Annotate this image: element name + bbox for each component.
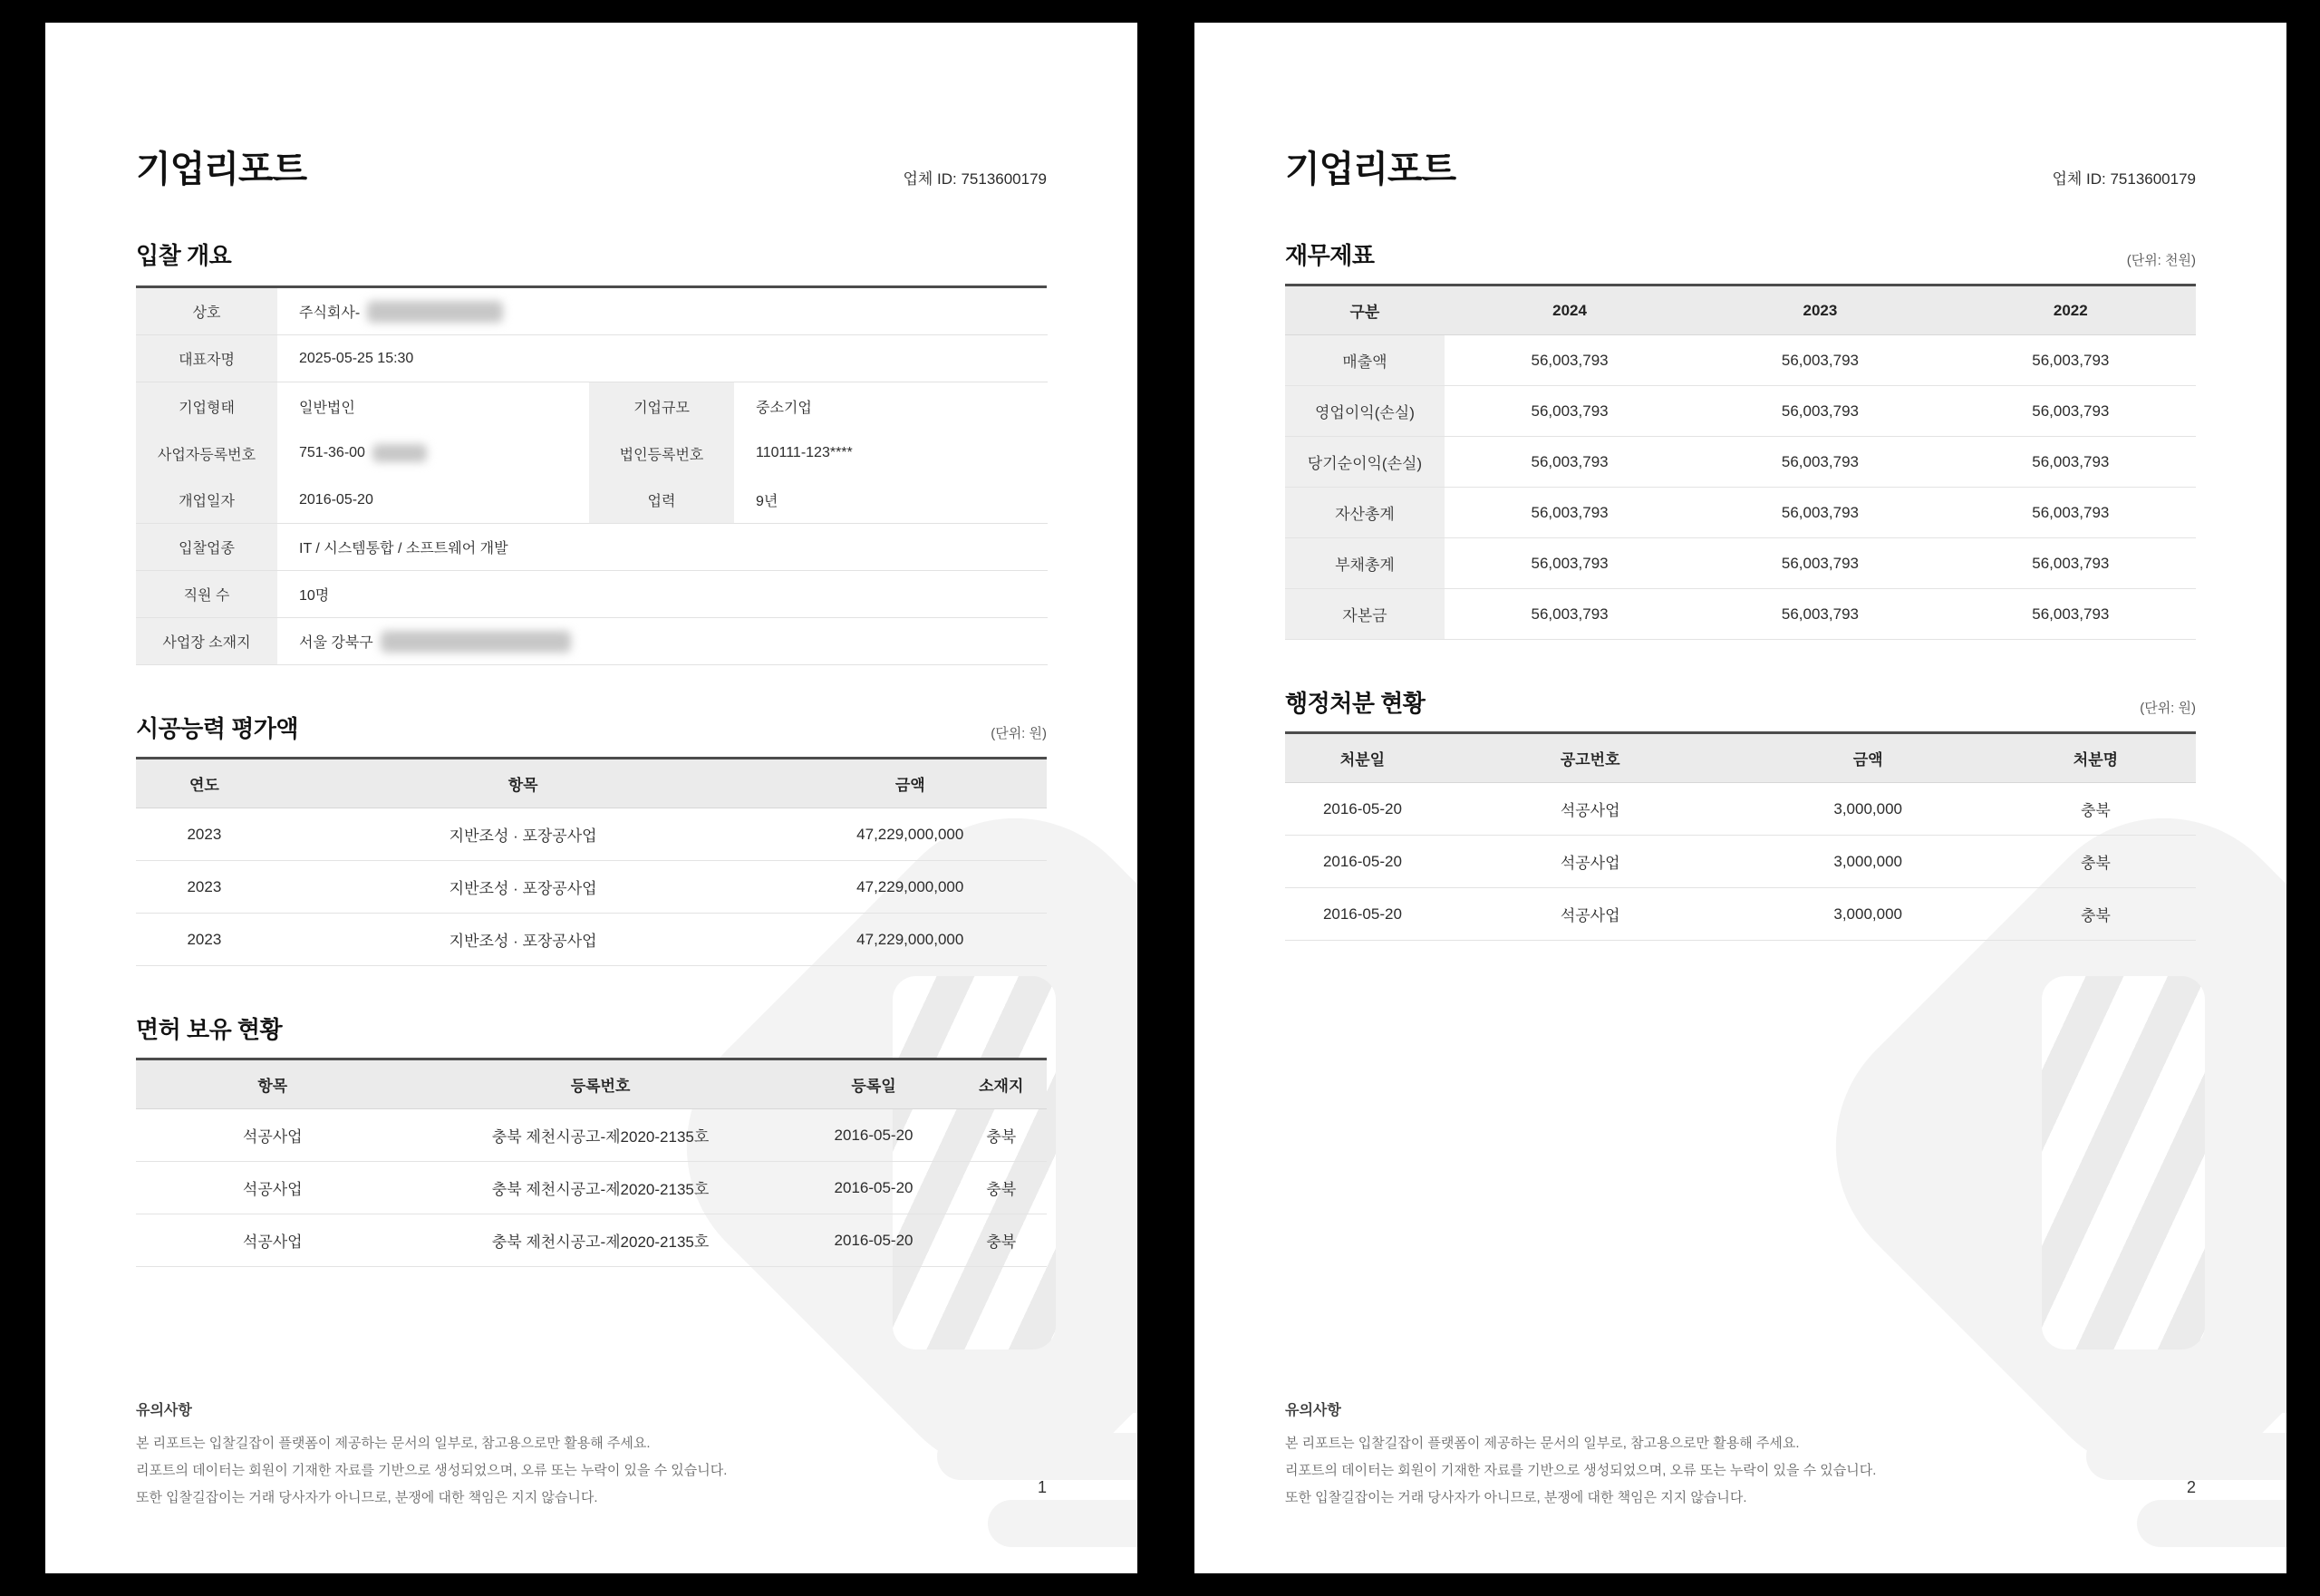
- cell-region: 충북: [955, 1162, 1047, 1214]
- report-page-1: [45, 23, 1137, 1573]
- page-title: 기업리포트: [1285, 150, 1456, 189]
- kv-label: 대표자명: [136, 335, 277, 382]
- cell-date: 2016-05-20: [1285, 783, 1440, 836]
- company-id: 업체 ID: 7513600179: [2052, 170, 2196, 188]
- cell-item: 석공사업: [136, 1214, 410, 1267]
- column-header: 연도: [136, 759, 273, 808]
- kv-value: 9년: [734, 477, 1048, 524]
- cell-disposition: 충북: [1996, 783, 2196, 836]
- footer-notice-line: 또한 입찰길잡이는 거래 당사자가 아니므로, 분쟁에 대한 책임은 지지 않습니다.: [1285, 1490, 1747, 1505]
- page-header: [136, 140, 1047, 192]
- column-header: 금액: [1740, 733, 1995, 783]
- cell-value: 56,003,793: [1695, 437, 1945, 488]
- cell-value: 56,003,793: [1445, 538, 1695, 589]
- column-header: 등록일: [792, 1059, 956, 1109]
- sanctions-table: [1285, 731, 2196, 941]
- kv-label: 업력: [589, 477, 734, 524]
- column-header: 2024: [1445, 285, 1695, 335]
- table-row: [1285, 437, 2196, 488]
- cell-item: 석공사업: [136, 1162, 410, 1214]
- column-header: 항목: [273, 759, 774, 808]
- table-row: [1285, 538, 2196, 589]
- cell-item: 지반조성 · 포장공사업: [273, 861, 774, 914]
- cell-value: 56,003,793: [1946, 589, 2196, 640]
- cell-notice-number: 석공사업: [1440, 888, 1741, 941]
- cell-disposition: 충북: [1996, 888, 2196, 941]
- redacted-text: [367, 301, 503, 323]
- cell-amount: 47,229,000,000: [774, 808, 1048, 861]
- column-header: 2023: [1695, 285, 1945, 335]
- redacted-text: [381, 631, 571, 653]
- kv-value: 10명: [277, 571, 1048, 618]
- cell-date: 2016-05-20: [1285, 888, 1440, 941]
- cell-notice-number: 석공사업: [1440, 783, 1741, 836]
- footer-notice-title: 유의사항: [136, 1403, 192, 1418]
- column-header: 처분일: [1285, 733, 1440, 783]
- table-header-row: [136, 1059, 1047, 1109]
- table-header-row: [136, 759, 1047, 808]
- footer-notice: [136, 1398, 1047, 1512]
- cell-value: 56,003,793: [1695, 589, 1945, 640]
- section-head-financials: [1285, 237, 2196, 271]
- table-header-row: [1285, 733, 2196, 783]
- cell-value: 56,003,793: [1445, 437, 1695, 488]
- kv-value: 751-36-00: [277, 430, 589, 477]
- cell-item: 지반조성 · 포장공사업: [273, 808, 774, 861]
- column-header: 소재지: [955, 1059, 1047, 1109]
- row-label: 부채총계: [1285, 538, 1445, 589]
- kv-label: 사업장 소재지: [136, 618, 277, 665]
- cell-reg-date: 2016-05-20: [792, 1214, 956, 1267]
- cell-amount: 3,000,000: [1740, 783, 1995, 836]
- column-header: 항목: [136, 1059, 410, 1109]
- cell-value: 56,003,793: [1695, 335, 1945, 386]
- footer-notice-title: 유의사항: [1285, 1403, 1341, 1418]
- kv-label: 상호: [136, 288, 277, 335]
- table-row: [1285, 836, 2196, 888]
- column-header: 금액: [774, 759, 1048, 808]
- footer-notice-line: 본 리포트는 입찰길잡이 플랫폼이 제공하는 문서의 일부로, 참고용으로만 활용해 주세요.: [1285, 1436, 1800, 1451]
- row-label: 영업이익(손실): [1285, 386, 1445, 437]
- row-label: 자본금: [1285, 589, 1445, 640]
- page-title: 기업리포트: [136, 150, 307, 189]
- kv-label: 개업일자: [136, 477, 277, 524]
- cell-region: 충북: [955, 1214, 1047, 1267]
- column-header: 처분명: [1996, 733, 2196, 783]
- redacted-text: [372, 444, 427, 462]
- bid-overview-table: [136, 285, 1047, 665]
- capacity-table: [136, 757, 1047, 966]
- kv-value: IT / 시스템통합 / 소프트웨어 개발: [277, 524, 1048, 571]
- unit-note: (단위: 천원): [2126, 253, 2196, 268]
- kv-label: 기업형태: [136, 382, 277, 430]
- cell-year: 2023: [136, 914, 273, 966]
- footer-notice-line: 본 리포트는 입찰길잡이 플랫폼이 제공하는 문서의 일부로, 참고용으로만 활용해 주세요.: [136, 1436, 651, 1451]
- kv-value: 2025-05-25 15:30: [277, 335, 1048, 382]
- cell-amount: 3,000,000: [1740, 888, 1995, 941]
- cell-value: 56,003,793: [1695, 538, 1945, 589]
- column-header: 등록번호: [410, 1059, 792, 1109]
- cell-notice-number: 석공사업: [1440, 836, 1741, 888]
- cell-reg-date: 2016-05-20: [792, 1109, 956, 1162]
- footer-notice-line: 또한 입찰길잡이는 거래 당사자가 아니므로, 분쟁에 대한 책임은 지지 않습니다.: [136, 1490, 598, 1505]
- section-title-licenses: 면허 보유 현황: [136, 1016, 283, 1043]
- table-row: [136, 914, 1047, 966]
- section-title-financials: 재무제표: [1285, 242, 1375, 269]
- cell-amount: 47,229,000,000: [774, 914, 1048, 966]
- cell-value: 56,003,793: [1946, 437, 2196, 488]
- table-row: [1285, 335, 2196, 386]
- kv-value: 일반법인: [299, 400, 355, 416]
- cell-reg-number: 충북 제천시공고-제2020-2135호: [410, 1162, 792, 1214]
- cell-value: 56,003,793: [1946, 538, 2196, 589]
- financials-table: [1285, 284, 2196, 640]
- section-title-capacity: 시공능력 평가액: [136, 715, 299, 742]
- cell-item: 지반조성 · 포장공사업: [273, 914, 774, 966]
- page-number: 2: [2186, 1478, 2196, 1496]
- report-page-2: [1194, 23, 2286, 1573]
- column-header: 공고번호: [1440, 733, 1741, 783]
- cell-disposition: 충북: [1996, 836, 2196, 888]
- cell-region: 충북: [955, 1109, 1047, 1162]
- cell-value: 56,003,793: [1695, 386, 1945, 437]
- section-head-sanctions: [1285, 685, 2196, 719]
- unit-note: (단위: 원): [2140, 701, 2196, 716]
- kv-label: 입찰업종: [136, 524, 277, 571]
- row-label: 당기순이익(손실): [1285, 437, 1445, 488]
- kv-value: 서울 강북구: [277, 618, 1048, 665]
- section-title-bid-overview: 입찰 개요: [136, 242, 232, 269]
- kv-label: 사업자등록번호: [136, 430, 277, 477]
- table-row: [136, 861, 1047, 914]
- section-title-sanctions: 행정처분 현황: [1285, 690, 1426, 717]
- cell-value: 56,003,793: [1445, 589, 1695, 640]
- table-row: [1285, 783, 2196, 836]
- kv-label: 법인등록번호: [589, 430, 734, 477]
- table-row: [136, 1109, 1047, 1162]
- table-row: [136, 1214, 1047, 1267]
- cell-amount: 3,000,000: [1740, 836, 1995, 888]
- building-watermark: [2042, 976, 2205, 1349]
- kv-label: 기업규모: [589, 382, 734, 430]
- unit-note: (단위: 원): [991, 726, 1047, 741]
- cell-item: 석공사업: [136, 1109, 410, 1162]
- cell-value: 56,003,793: [1946, 488, 2196, 538]
- table-row: [1285, 888, 2196, 941]
- company-id: 업체 ID: 7513600179: [903, 170, 1047, 188]
- cell-value: 56,003,793: [1445, 386, 1695, 437]
- cell-reg-number: 충북 제천시공고-제2020-2135호: [410, 1214, 792, 1267]
- kv-value: 주식회사-: [277, 288, 1048, 335]
- table-row: [136, 808, 1047, 861]
- section-head-capacity: [136, 711, 1047, 744]
- cell-reg-date: 2016-05-20: [792, 1162, 956, 1214]
- footer-notice: [1285, 1398, 2196, 1512]
- kv-value: 110111-123****: [756, 445, 853, 460]
- cell-year: 2023: [136, 861, 273, 914]
- table-row: [1285, 589, 2196, 640]
- kv-label: 직원 수: [136, 571, 277, 618]
- footer-notice-line: 리포트의 데이터는 회원이 기재한 자료를 기반으로 생성되었으며, 오류 또는 누락이 있을 수 있습니다.: [136, 1463, 728, 1478]
- cell-value: 56,003,793: [1946, 386, 2196, 437]
- cell-year: 2023: [136, 808, 273, 861]
- table-row: [136, 1162, 1047, 1214]
- cell-date: 2016-05-20: [1285, 836, 1440, 888]
- table-header-row: [1285, 285, 2196, 335]
- column-header: 구분: [1285, 285, 1445, 335]
- footer-notice-line: 리포트의 데이터는 회원이 기재한 자료를 기반으로 생성되었으며, 오류 또는 누락이 있을 수 있습니다.: [1285, 1463, 1877, 1478]
- cell-value: 56,003,793: [1445, 488, 1695, 538]
- kv-value: 2016-05-20: [277, 477, 589, 524]
- column-header: 2022: [1946, 285, 2196, 335]
- cell-value: 56,003,793: [1695, 488, 1945, 538]
- section-head-licenses: [136, 1011, 1047, 1045]
- kv-value: 중소기업: [756, 400, 812, 416]
- cell-value: 56,003,793: [1445, 335, 1695, 386]
- section-head-bid-overview: [136, 237, 1047, 271]
- row-label: 자산총계: [1285, 488, 1445, 538]
- table-row: [1285, 488, 2196, 538]
- cell-value: 56,003,793: [1946, 335, 2196, 386]
- cell-reg-number: 충북 제천시공고-제2020-2135호: [410, 1109, 792, 1162]
- licenses-table: [136, 1058, 1047, 1267]
- page-header: [1285, 140, 2196, 192]
- cell-amount: 47,229,000,000: [774, 861, 1048, 914]
- page-number: 1: [1037, 1478, 1047, 1496]
- row-label: 매출액: [1285, 335, 1445, 386]
- table-row: [1285, 386, 2196, 437]
